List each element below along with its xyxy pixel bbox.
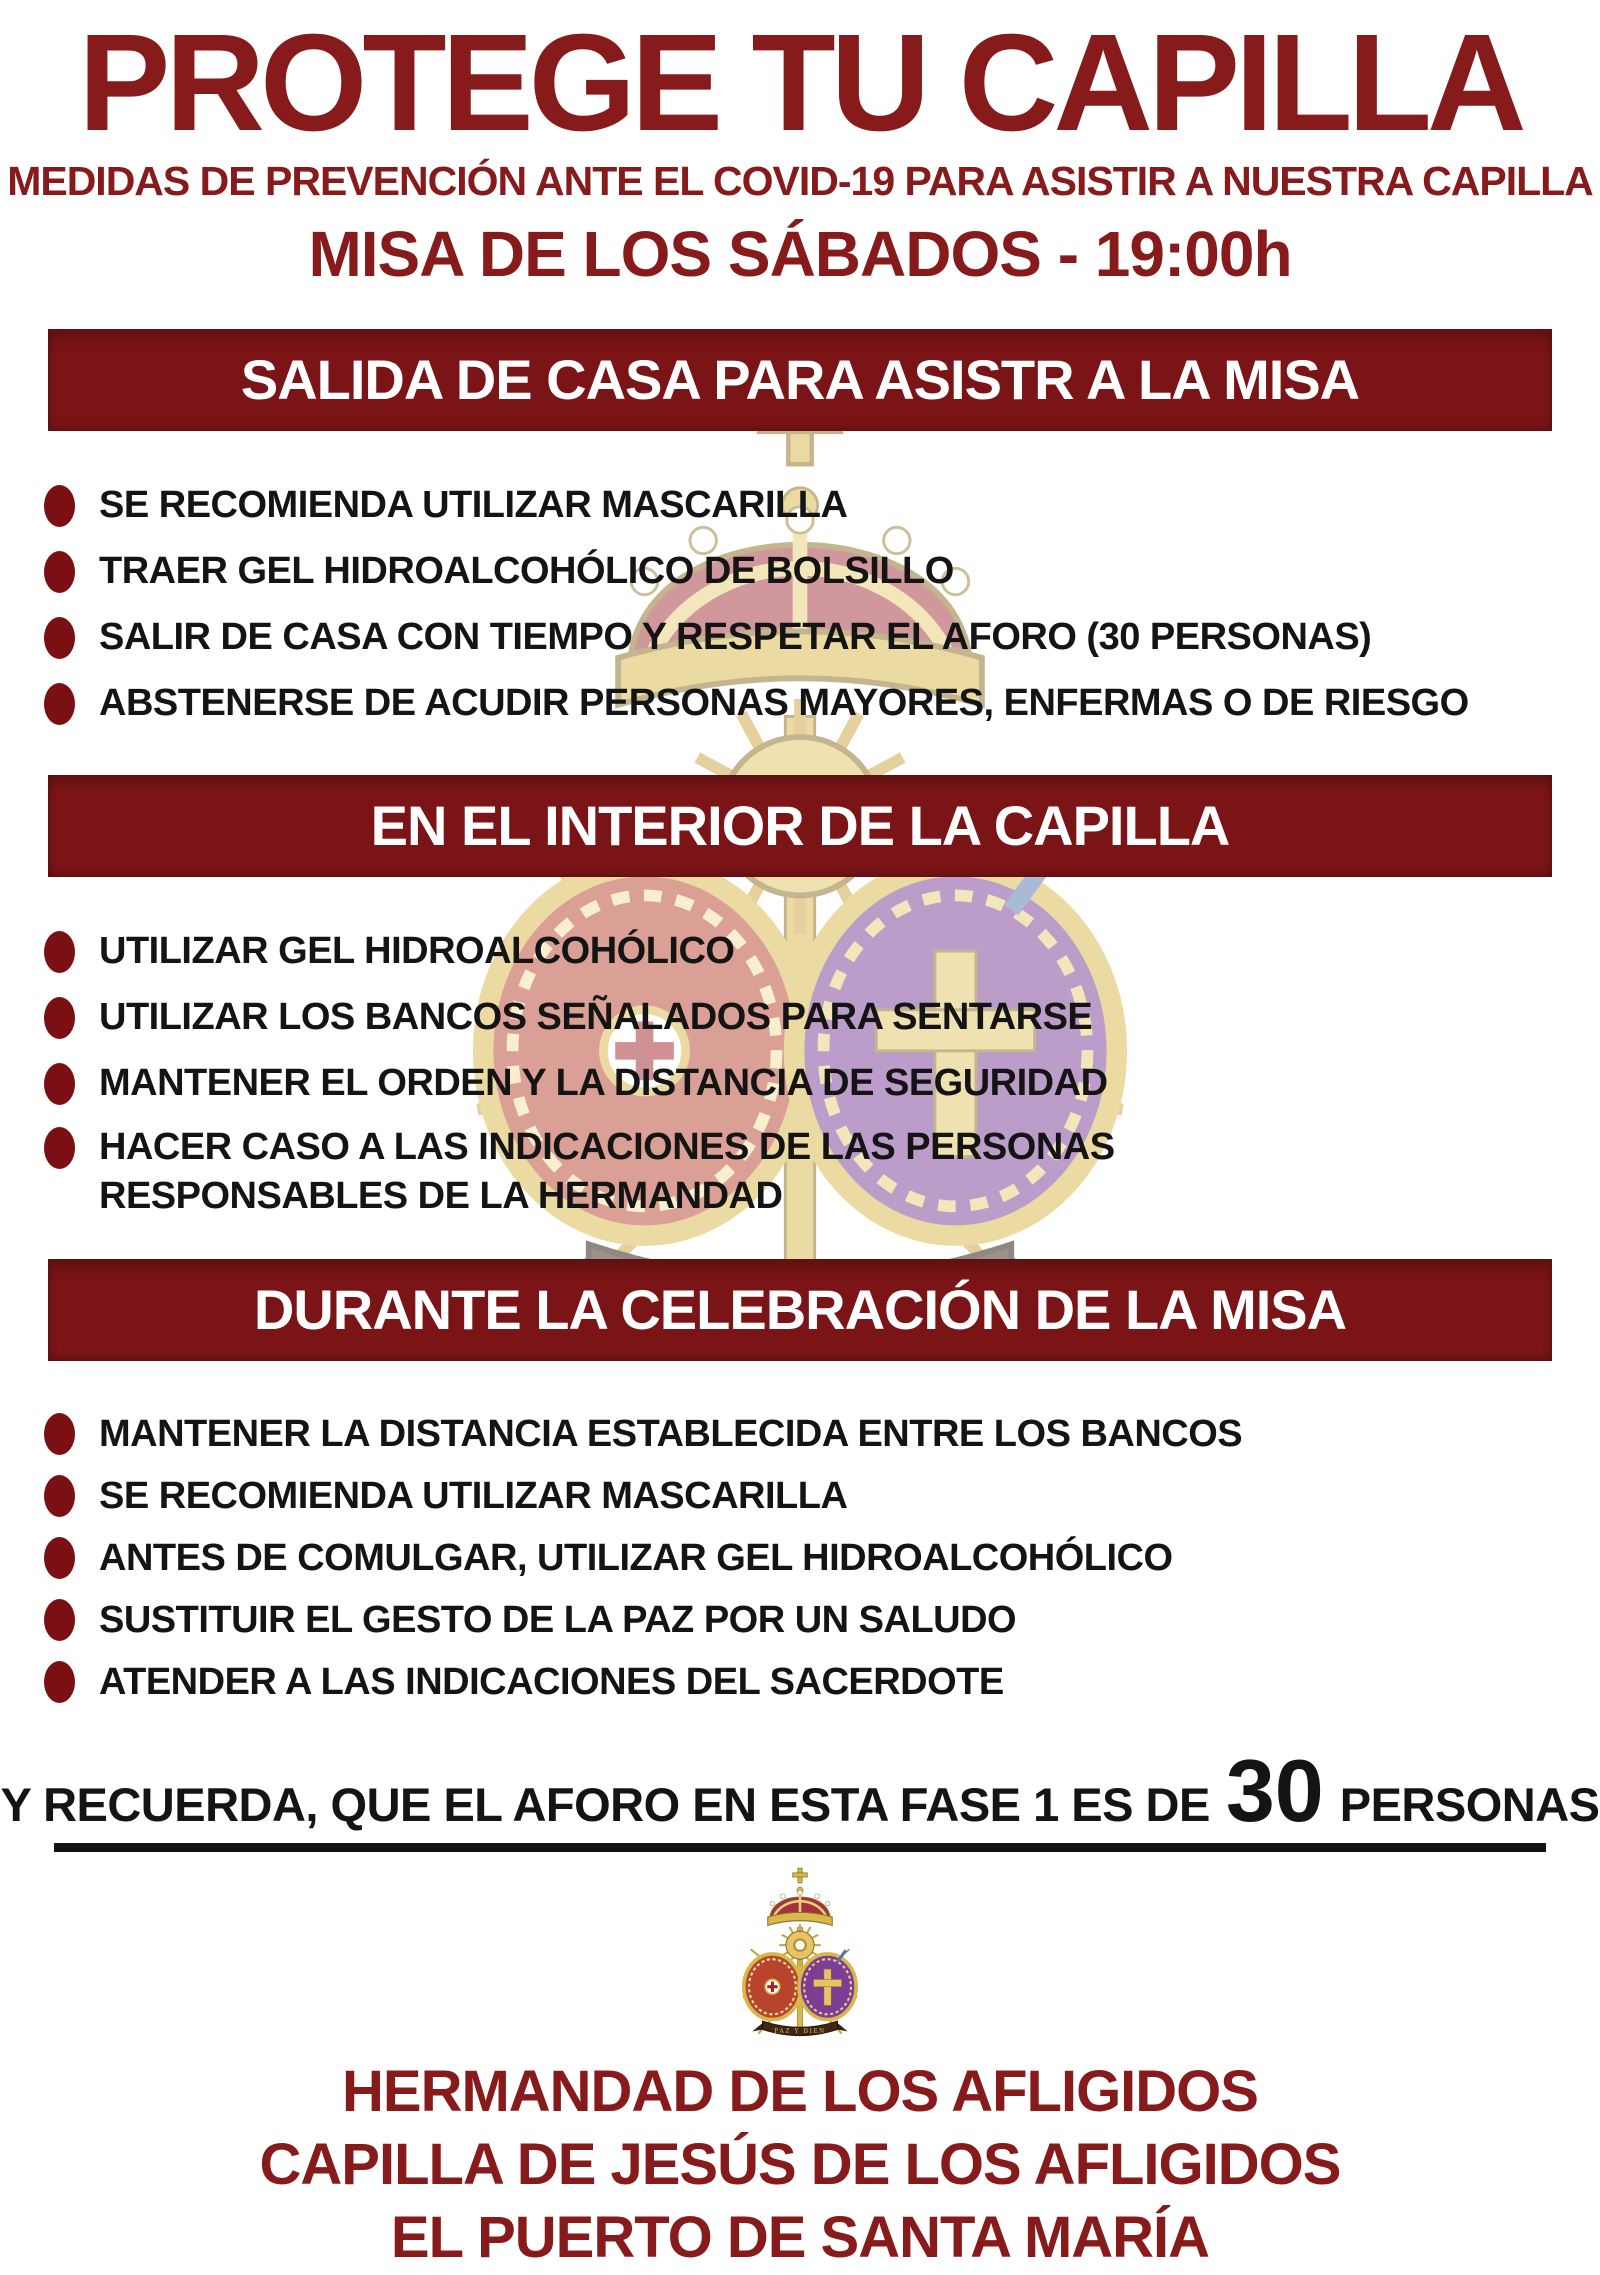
page-title: PROTEGE TU CAPILLA [78, 6, 1522, 160]
rule-text: ABSTENERSE DE ACUDIR PERSONAS MAYORES, ENFERMAS O DE RIESGO [99, 681, 1469, 724]
bullet-dot [44, 1661, 75, 1703]
bullet-dot [44, 1127, 75, 1169]
capacity-number: 30 [1225, 1741, 1324, 1841]
rule-text: UTILIZAR GEL HIDROALCOHÓLICO [99, 929, 735, 972]
rule-text: ATENDER A LAS INDICACIONES DEL SACERDOTE [99, 1660, 1004, 1703]
rules-list-celebracion [0, 1403, 1600, 1713]
rule-text: SE RECOMIENDA UTILIZAR MASCARILLA [99, 483, 848, 526]
bullet-dot [44, 617, 75, 659]
schedule-line: MISA DE LOS SÁBADOS - 19:00h [308, 217, 1292, 290]
footer-line-ciudad: EL PUERTO DE SANTA MARÍA [390, 2205, 1210, 2271]
footer-line-hermandad: HERMANDAD DE LOS AFLIGIDOS [342, 2059, 1258, 2125]
rule-text: MANTENER EL ORDEN Y LA DISTANCIA DE SEGURIDAD [99, 1061, 1108, 1104]
bullet-dot [44, 1475, 75, 1517]
subtitle: MEDIDAS DE PREVENCIÓN ANTE EL COVID-19 PARA ASISTIR A NUESTRA CAPILLA [7, 157, 1593, 204]
rule-text: SE RECOMIENDA UTILIZAR MASCARILLA [99, 1474, 848, 1517]
section-header-salida: SALIDA DE CASA PARA ASISTR A LA MISA [48, 329, 1552, 431]
rule-item [44, 1051, 1570, 1117]
rule-text: SUSTITUIR EL GESTO DE LA PAZ POR UN SALUDO [99, 1598, 1017, 1641]
bullet-dot [44, 1063, 75, 1105]
rule-item [44, 1527, 1570, 1589]
bullet-dot [44, 1537, 75, 1579]
rule-item [44, 919, 1570, 985]
rule-item [44, 1651, 1570, 1713]
hermandad-crest [722, 1866, 878, 2043]
section-header-celebracion: DURANTE LA CELEBRACIÓN DE LA MISA [48, 1259, 1552, 1361]
rule-item [44, 605, 1570, 671]
capacity-reminder [0, 1741, 1600, 1852]
footer-line-capilla: CAPILLA DE JESÚS DE LOS AFLIGIDOS [259, 2132, 1341, 2198]
bullet-dot [44, 485, 75, 527]
rule-item [44, 985, 1570, 1051]
poster-root [0, 6, 1600, 2274]
rule-text: UTILIZAR LOS BANCOS SEÑALADOS PARA SENTARSE [99, 995, 1093, 1038]
bullet-dot [44, 1413, 75, 1455]
bullet-dot [44, 997, 75, 1039]
rules-list-salida [0, 473, 1600, 737]
rule-text: TRAER GEL HIDROALCOHÓLICO DE BOLSILLO [99, 549, 954, 592]
rule-item [44, 1589, 1570, 1651]
bullet-dot [44, 1599, 75, 1641]
rule-item [44, 1117, 1570, 1222]
bullet-dot [44, 931, 75, 973]
rule-item [44, 539, 1570, 605]
rule-item [44, 1465, 1570, 1527]
bullet-dot [44, 683, 75, 725]
capacity-reminder-prefix: Y RECUERDA, QUE EL AFORO EN ESTA FASE 1 ES DE [0, 1778, 1210, 1832]
bullet-dot [44, 551, 75, 593]
rules-list-interior [0, 919, 1600, 1222]
section-header-interior: EN EL INTERIOR DE LA CAPILLA [48, 775, 1552, 877]
capacity-reminder-suffix: PERSONAS [1339, 1778, 1600, 1832]
footer [0, 2055, 1600, 2274]
rule-item [44, 671, 1570, 737]
rule-text: ANTES DE COMULGAR, UTILIZAR GEL HIDROALCOHÓLICO [99, 1536, 1173, 1579]
rule-text: MANTENER LA DISTANCIA ESTABLECIDA ENTRE LOS BANCOS [99, 1412, 1243, 1455]
rule-item [44, 1403, 1570, 1465]
rule-text: HACER CASO A LAS INDICACIONES DE LAS PERSONAS RESPONSABLES DE LA HERMANDAD [99, 1125, 1115, 1217]
rule-text: SALIR DE CASA CON TIEMPO Y RESPETAR EL AFORO (30 PERSONAS) [99, 615, 1372, 658]
rule-item [44, 473, 1570, 539]
hermandad-crest-image [722, 1866, 878, 2043]
